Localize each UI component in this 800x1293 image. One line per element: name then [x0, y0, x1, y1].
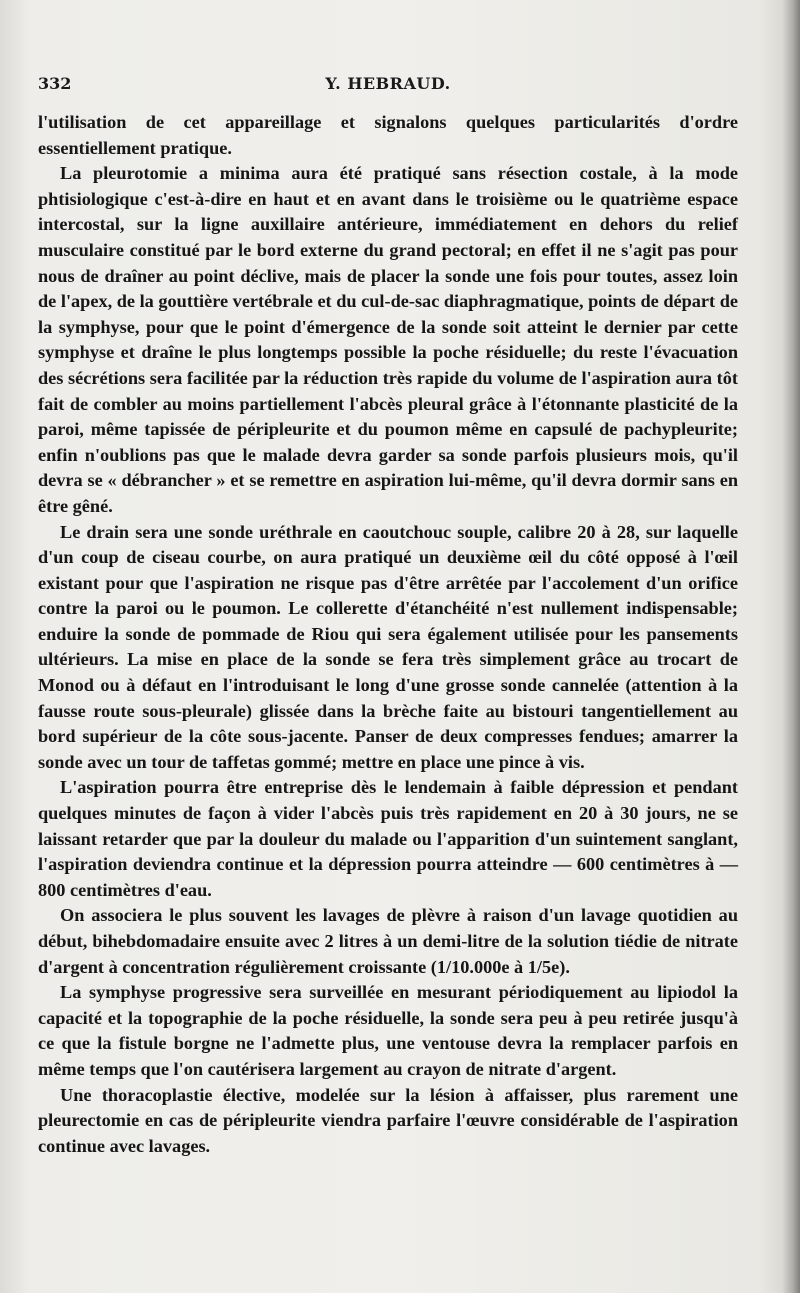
paragraph: La symphyse progressive sera surveillée en mesurant périodiquement au lipiodol la capacité et la topographie de la poche résiduelle, la sonde sera peu à peu retirée jusqu'à ce que la fistule borgne ne l'admette plus, une ventouse devra la remplacer parfois en même temps que l'on cautérisera largement au crayon de nitrate d'argent.: [38, 982, 738, 1079]
paragraph: Une thoracoplastie élective, modelée sur la lésion à affaisser, plus rarement une pleurectomie en cas de péripleurite viendra parfaire l'œuvre considérable de l'aspiration continue avec lavages.: [38, 1084, 738, 1156]
paragraph: L'aspiration pourra être entreprise dès le lendemain à faible dépression et pendant quelques minutes de façon à vider l'abcès puis très rapidement en 20 à 30 jours, ne se laissant retarder que par la douleur du malade ou l'apparition d'un suintement sanglant, l'aspiration deviendra continue et la dépression pourra atteindre — 600 centimètres à — 800 centimètres d'eau.: [38, 777, 738, 900]
paragraph: [38, 520, 738, 776]
paragraph: On associera le plus souvent les lavages de plèvre à raison d'un lavage quotidien au début, bihebdomadaire ensuite avec 2 litres à un demi-litre de la solution tiédie de nitrate d'argent à concentration régulièrement croissante (1/10.000e à 1/5e).: [38, 905, 738, 977]
paragraph: l'utilisation de cet appareillage et signalons quelques particularités d'ordre essentiellement pratique.: [38, 112, 738, 158]
body-text: [38, 110, 738, 1159]
page-header: [38, 74, 738, 98]
page-shadow-edge: [782, 0, 800, 1293]
page-number: 332: [38, 74, 72, 93]
paragraph-text: Le drain sera une sonde uréthrale en caoutchouc souple, calibre 20 à 28, sur laquelle d'un coup de ciseau courbe, on aura pratiqué un deuxième œil du côté opposé à l'œil existant pour que l'aspiration ne risque pas d'être arrêtée par l'accolement d'un orifice contre la paroi ou le poumon. Le collerette d'étanchéité n'est nullement indispensable; enduire la sonde de pommade de Riou qui sera également utilisée pour les pansements ultérieurs. La mise en place de la sonde se fera très simplement grâce au trocart de Monod ou à défaut en l'introduisant le long d'une grosse sonde cannelée (attention à la fausse route sous-pleurale) glissée dans la brèche faite au bistouri tangentiellement au bord supérieur de la côte sous-jacente. Panser de deux compresses fendues; amarrer la sonde avec un tour de taffetas gommé; mettre en place une pince à vis.: [38, 521, 738, 772]
running-head: Y. HEBRAUD.: [325, 74, 451, 93]
paragraph: La pleurotomie a minima aura été pratiqué sans résection costale, à la mode phtisiologique c'est-à-dire en haut et en avant dans le troisième ou le quatrième espace intercostal, sur la ligne auxillaire antérieure, immédiatement en dehors du relief musculaire constitué par le bord externe du grand pectoral; en effet il ne s'agit pas pour nous de draîner au point déclive, mais de placer la sonde une fois pour toutes, assez loin de l'apex, de la gouttière vertébrale et du cul-de-sac diaphragmatique, points de départ de la symphyse, pour que le point d'émergence de la sonde soit atteint le dernier par cette symphyse et draîne le plus longtemps possible la poche résiduelle; du reste l'évacuation des sécrétions sera facilitée par la réduction très rapide du volume de l'aspiration aura tôt fait de combler au moins partiellement l'abcès pleural grâce à l'étonnante plasticité de la paroi, même tapissée de péripleurite et du poumon même en capsulé de pachypleurite; enfin n'oublions pas que le malade devra garder sa sonde parfois plusieurs mois, qu'il devra se « débrancher » et se remettre en aspiration lui-même, qu'il devra dormir sans en être gêné.: [38, 163, 738, 516]
